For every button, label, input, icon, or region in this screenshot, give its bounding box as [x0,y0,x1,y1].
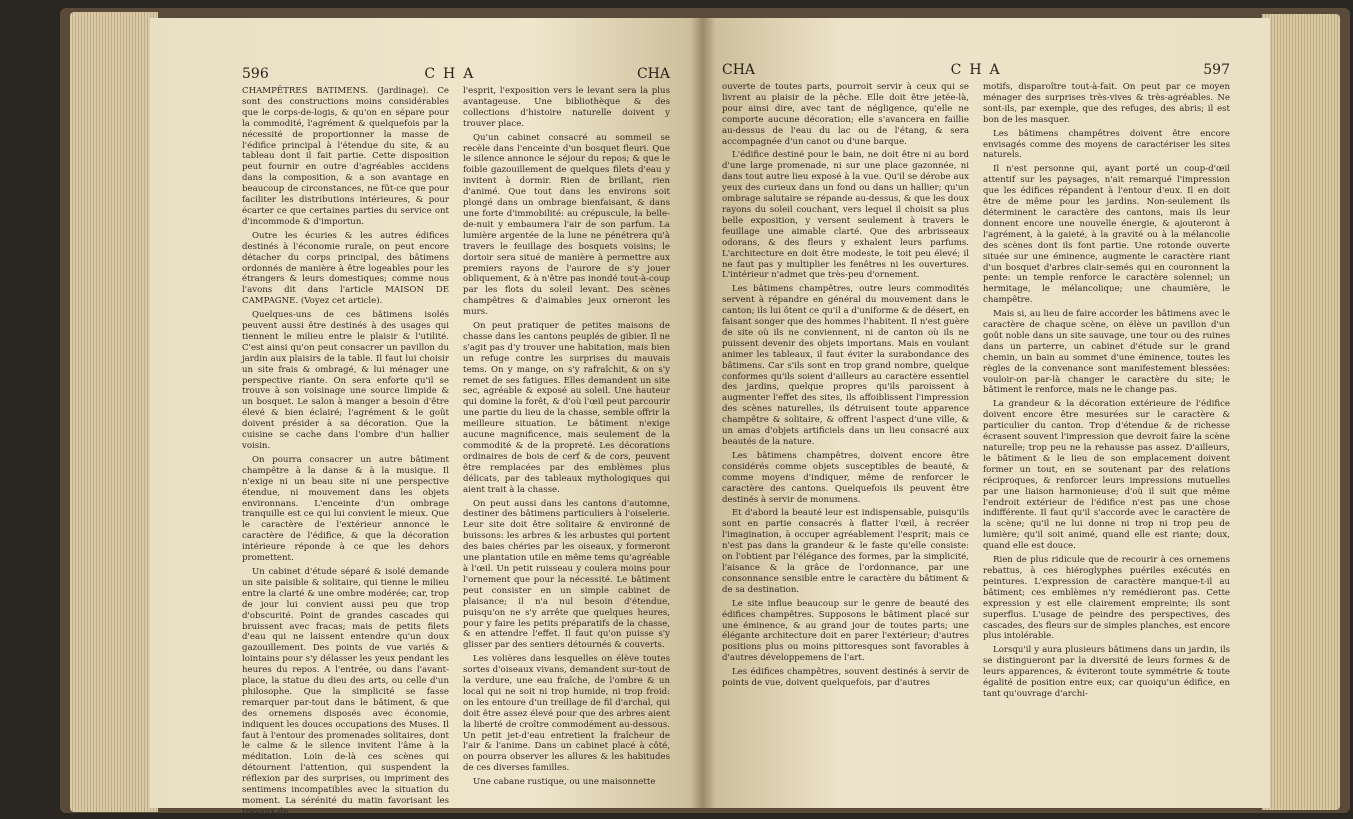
paragraph: Les bâtimens champêtres, doivent encore être considérés comme objets susceptibles de beauté, & comme moyens d'indiquer, même de renforcer le caractère des cantons. Quelquefois ils peuvent être destinés à servir de monumens. [722,450,969,505]
left-column-1 [242,86,449,817]
left-header-letters-2: CHA [636,66,670,82]
paragraph: l'esprit, l'exposition vers le levant sera la plus avantageuse. Une bibliothèque & des collections d'histoire naturelle doivent y trouver place. [463,86,670,129]
left-page-number: 596 [242,66,269,82]
paragraph: On peut pratiquer de petites maisons de chasse dans les cantons peuplés de gibier. Il ne s'agit pas d'y trouver une habitation, mais bien un refuge contre les surprises du mauvais tems. On y mange, on s'y rafraîchit, & on s'y remet de ses fatigues. Elles demandent un site sec, agréable & exposé au soleil. Une hauteur qui domine la forêt, & d'où l'œil peut parcourir une partie du lieu de la chasse, semble offrir la meilleure situation. Le bâtiment n'exige aucune magnificence, mais seulement de la commodité & de la propreté. Les décorations ordinaires de bois de cerf & de cors, peuvent être remplacées par des emblèmes plus délicats, par des tableaux mythologiques qui aient trait à la chasse. [463,321,670,495]
paragraph: Outre les écuries & les autres édifices destinés à l'économie rurale, on peut encore détacher du corps principal, des bâtimens ordonnés de manière à être logeables pour les étrangers & leurs domestiques; comme nous l'avons dit dans l'article MAISON DE CAMPAGNE. (Voyez cet article). [242,230,449,307]
paragraph: Une cabane rustique, ou une maisonnette [473,777,656,788]
paragraph: Quelques-uns de ces bâtimens isolés peuvent aussi être destinés à des usages qui tiennent le milieu entre le plaisir & l'utilité. C'est ainsi qu'on peut consacrer un pavillon du jardin aux plaisirs de la table. Il faut lui choisir un site frais & ombragé, & lui ménager une perspective riante. On sera enforte qu'il se trouve à son voisinage une source limpide & un bosquet. Le salon à manger a besoin d'être élevé & bien éclairé; l'agrément & le goût doivent présider à sa décoration. Que la cuisine se cache dans l'ombre d'un hallier voisin. [242,310,449,451]
right-header-letters: CHA [722,62,756,78]
paragraph: L'édifice destiné pour le bain, ne doit être ni au bord d'une large promenade, ni sur une place gazonnée, ni dans tout autre lieu exposé à la vue. Qu'il se dérobe aux yeux des curieux dans un fond ou dans un hallier; qu'un ombrage salutaire se répande au-dessus, & que les doux rayons du soleil couchant, vers lequel il choisit sa plus belle exposition, y versent seulement à travers le feuillage une aimable clarté. Que des arbrisseaux odorans, & des fleurs y exhalent leurs parfums. L'architecture en doit être modeste, le toit peu élevé; il ne faut pas y multiplier les fenêtres ni les ouvertures. L'intérieur n'admet que très-peu d'ornement. [722,150,969,281]
paragraph: Mais si, au lieu de faire accorder les bâtimens avec le caractère de chaque scène, on élève un pavillon d'un goût noble dans un site sauvage, une tour ou des ruines dans un parterre, un cabinet d'étude sur le grand chemin, un bain au sommet d'une éminence, toutes les règles de la convenance sont manifestement blessées: vouloir-on par-là changer le caractère du site; le bâtiment le renforce, mais ne le change pas. [983,309,1230,396]
left-page-edges [70,12,158,812]
right-running-head [722,62,1230,78]
paragraph: On pourra consacrer un autre bâtiment champêtre à la danse & à la musique. Il n'exige ni un beau site ni une perspective étendue, ni mouvement dans les objets environnans. L'enceinte d'un ombrage tranquille est ce qui lui convient le mieux. Que le caractère de l'extérieur annonce le caractère de l'édifice, & que la décoration intérieure réponde à ce que les dehors promettent. [242,454,449,564]
paragraph: Les bâtimens champêtres doivent être encore envisagés comme des moyens de caractériser les sites naturels. [983,128,1230,161]
paragraph: Les volières dans lesquelles on élève toutes sortes d'oiseaux vivans, demandent sur-tout de la verdure, une eau fraîche, de l'ombre & un local qui ne soit ni trop humide, ni trop froid: on les entoure d'un treillage de fil d'archal, qui doit être assez élevé pour que des arbres aient la liberté de croître commodément au-dessous. Un petit jet-d'eau entretient la fraîcheur de l'air & l'anime. Dans un cabinet placé à côté, on pourra observer les allures & les habitudes de ces diverses familles. [463,654,670,774]
paragraph: Les édifices champêtres, souvent destinés à servir de points de vue, doivent quelquefois, par d'autres [722,667,969,689]
right-page-edges [1262,14,1340,810]
left-column-2 [463,86,670,806]
paragraph: Un cabinet d'étude séparé & isolé demande un site paisible & solitaire, qui tienne le milieu entre la clarté & une ombre modérée; car, trop de jour lui convient aussi peu que trop d'obscurité. Point de grandes cascades qui bruissent avec fracas; mais de petits filets d'eau qui ne laissent entendre qu'un doux gazouillement. Des points de vue variés & lointains pour s'y délasser les yeux pendant les heures du repos. A l'entrée, ou dans l'avant-place, la statue du dieu des arts, ou celle d'un philosophe. Que la simplicité se fasse remarquer par-tout dans le bâtiment, & que des ornemens disposés avec économie, indiquent les douces occupations des Muses. Il faut à l'entour des promenades solitaires, dont le calme & le silence invitent l'âme à la méditation. Loin de-là ces scènes qui détournent l'attention, qui suspendent la réflexion par des surprises, ou impriment des sentimens incompatibles avec la situation du moment. La sérénité du matin favorisant les travaux de [242,566,449,817]
left-header-letters: CHA [424,66,482,82]
left-page [150,18,700,817]
paragraph: ouverte de toutes parts, pourroit servir à ceux qui se livrent au plaisir de la pêche. Elle doit être jetée-là, pour ainsi dire, avec tant de négligence, qu'elle ne comporte aucune décoration; elle s'avancera en faillie au-dessus de l'eau du lac ou de l'étang, & sera accompagnée d'un canot ou d'une barque. [722,82,969,147]
right-page [700,18,1270,808]
right-column-1 [722,82,969,802]
left-running-head [242,66,670,82]
paragraph: On peut aussi dans les cantons d'automne, destiner des bâtimens particuliers à l'oiselerie. Leur site doit être solitaire & environné de buissons: les arbres & les arbustes qui portent des baies chéries par les oiseaux, y formeront une plantation utile en même tems qu'agréable à l'œil. Un petit ruisseau y coulera moins pour l'ornement que pour la nécessité. Le bâtiment peut consister en un simple cabinet de plaisance; il n'a nul besoin d'étendue, puisqu'on ne s'y arrête que quelques heures, pour y faire les petits préparatifs de la chasse, & en attendre l'effet. Il faut qu'on puisse s'y glisser par des sentiers détournés & couverts. [463,498,670,651]
paragraph: motifs, disparoître tout-à-fait. On peut par ce moyen ménager des surprises très-vives & très-agréables. Ne sont-ils, par exemple, que des refuges, des abris; il est bon de les masquer. [983,82,1230,125]
paragraph: Et d'abord la beauté leur est indispensable, puisqu'ils sont en partie consacrés à flatter l'œil, à recréer l'imagination, à occuper agréablement l'esprit; mais ce n'est pas dans la grandeur & le faste qu'elle consiste: on l'obtient par l'élégance des formes, par la simplicité, l'aisance & la grâce de l'ordonnance, par une consonnance sensible entre le caractère du bâtiment & de sa destination. [722,508,969,595]
paragraph: Le site influe beaucoup sur le genre de beauté des édifices champêtres. Supposons le bâtiment placé sur une éminence, & au grand jour de toutes parts; une élégante architecture doit en parer l'extérieur; d'autres positions plus ou moins pittoresques sont favorables à d'autres développemens de l'art. [722,598,969,664]
paragraph: CHAMPÊTRES BATIMENS. (Jardinage). Ce sont des constructions moins considérables que le corps-de-logis, & qu'on en sépare pour la commodité, l'agrément & quelquefois par la nécessité de proportionner la masse de l'édifice principal à l'étendue du site, & au tableau dont il fait partie. Cette disposition peut fournir en outre d'agréables accidens dans la composition, & a son avantage en beaucoup de circonstances, ne fût-ce que pour faciliter les distributions intérieures, & pour écarter ce que certaines parties du service ont d'incommode & d'importun. [242,86,449,227]
book-gutter [690,18,716,808]
paragraph: Lorsqu'il y aura plusieurs bâtimens dans un jardin, ils se distingueront par la diversité de leurs formes & de leurs apparences, & éviteront toute symmétrie & toute égalité de position entre eux; car quoiqu'un édifice, en tant qu'ouvrage d'archi- [983,645,1230,699]
paragraph: Il n'est personne qui, ayant porté un coup-d'œil attentif sur les paysages, n'ait remarqué l'impression que les édifices répandent à l'entour d'eux. Il en doit être de même pour les jardins. Non-seulement ils déterminent le caractère des cantons, mais ils leur donnent encore une nouvelle énergie, & ajouteront à l'agrément, à la gaieté, à la gravité ou à la mélancolie des scènes dont ils font partie. Une rotonde ouverte située sur une éminence, augmente le caractère riant d'un bosquet d'arbres clair-semés qui en couronnent la pente: un temple renforce le caractère solennel; un hermitage, le mélancolique; une chaumière, le champêtre. [983,164,1230,306]
paragraph: Qu'un cabinet consacré au sommeil se recèle dans l'enceinte d'un bosquet fleuri. Que le silence annonce le séjour du repos; & que le foible gazouillement de quelques filets d'eau y invitent à dormir. Rien de brillant, rien d'animé. Que tout dans les environs soit plongé dans un ombrage bienfaisant, & dans une forte d'immobilité: au crépuscule, la belle-de-nuit y embaumera l'air de son parfum. La lumière argentée de la lune ne pénétrera qu'à travers le feuillage des bosquets voisins; le dortoir sera situé de manière à permettre aux premiers rayons de l'aurore de s'y jouer obliquement, & à n'être pas inondé tout-à-coup par les flots du soleil levant. Des scènes champêtres & d'aimables jeux orneront les murs. [463,132,670,318]
right-page-number: 597 [1203,62,1230,78]
paragraph: Rien de plus ridicule que de recourir à ces ornemens rebattus, à ces hiéroglyphes puériles exécutés en peintures. L'expression de caractère manque-t-il au bâtiment; ces emblèmes n'y remédieront pas. Cette expression y est elle clairement empreinte; ils sont superflus. L'usage de peindre des perspectives, des cascades, des fleurs sur de simples planches, est encore plus intolérable. [983,555,1230,642]
right-column-2 [983,82,1230,802]
paragraph: La grandeur & la décoration extérieure de l'édifice doivent encore être mesurées sur le caractère & particulier du canton. Trop d'étendue & de richesse écrasent souvent l'impression que devroit faire la scène naturelle; trop peu ne la rehausse pas assez. D'ailleurs, le bâtiment & le lieu de son emplacement doivent former un tout, en se soutenant par des relations réciproques, & renforcer leurs impressions mutuelles par une liaison harmonieuse; d'où il suit que même l'endroit extérieur de l'édifice n'est pas une chose indifférente. Il faut qu'il s'accorde avec le caractère de la scène; qu'il ne lui donne ni trop ni trop peu de lumière; qu'il soit animé, quand elle est riante; doux, quand elle est douce. [983,399,1230,552]
paragraph: Les bâtimens champêtres, outre leurs commodités servent à répandre en général du mouvement dans le canton; ils lui ôtent ce qu'il a d'uniforme & de désert, en faisant songer que des hommes l'habitent. Il n'est guère de site où ils ne conviennent, ni de canton où ils ne puissent devenir des objets importans. Mais en voulant animer les tableaux, il faut éviter la surabondance des bâtimens. Car s'ils sont en trop grand nombre, quelque conformes qu'ils soient d'ailleurs au caractère essentiel des jardins, quelque propres qu'ils paroissent à augmenter l'effet des sites, ils affoiblissent l'impression des scènes naturelles, ils détruisent toute apparence champêtre & solitaire, & offrent l'aspect d'une ville, & un amas d'objets artificiels dans un lieu consacré aux beautés de la nature. [722,284,969,447]
right-header-letters-2: CHA [950,62,1008,78]
